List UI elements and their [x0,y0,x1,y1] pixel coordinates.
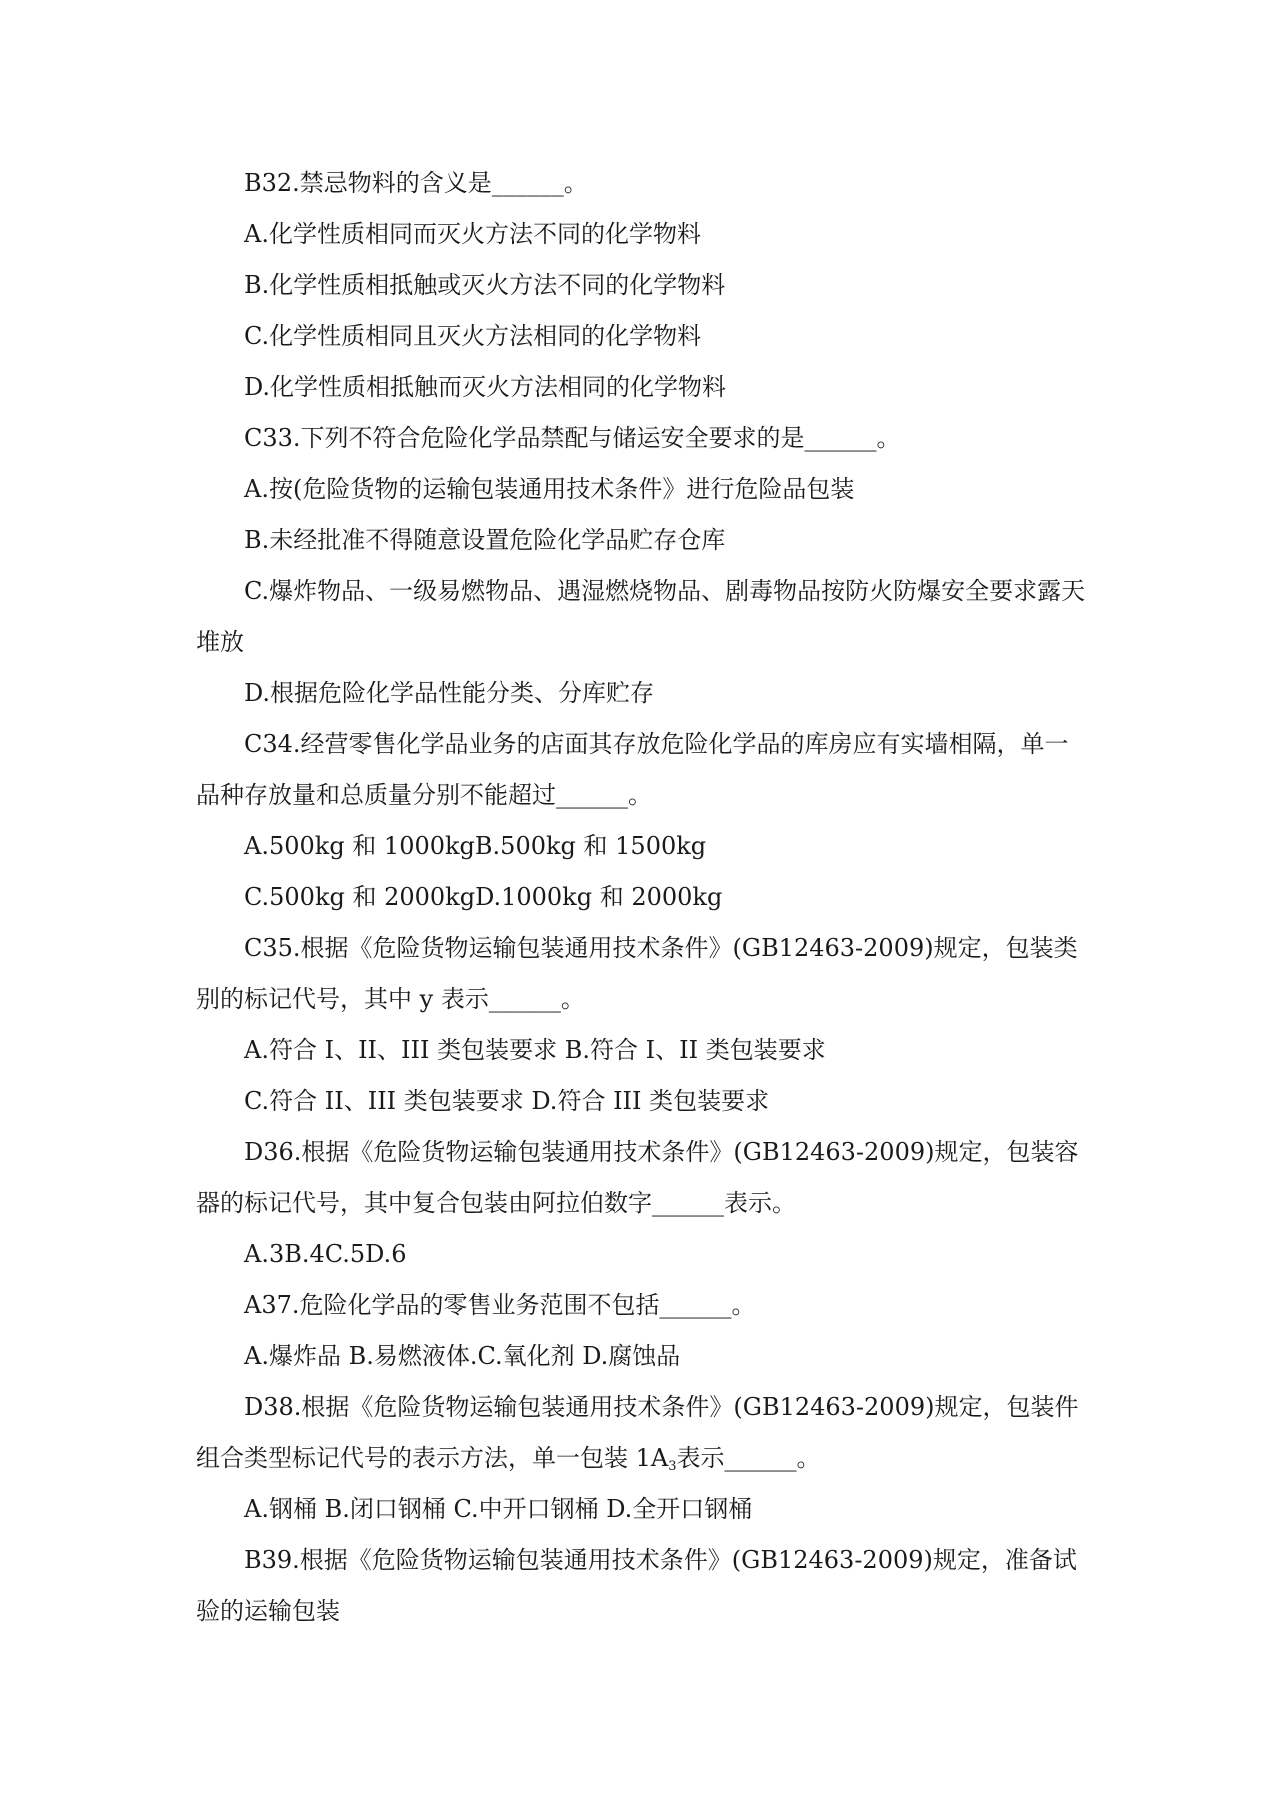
option-b: B.未经批准不得随意设置危险化学品贮存仓库 [244,526,726,554]
question-38 [196,1382,1086,1484]
options-cd: C.符合 II、III 类包装要求 D.符合 III 类包装要求 [244,1087,770,1115]
options-cd: C.500kg 和 2000kgD.1000kg 和 2000kg [244,883,723,911]
options: A.3B.4C.5D.6 [244,1240,407,1268]
option-d: D.化学性质相抵触而灭火方法相同的化学物料 [244,373,727,401]
question-38-tail: 表示______。 [676,1444,821,1472]
options-ab: A.500kg 和 1000kgB.500kg 和 1500kg [244,832,707,860]
options-ab: A.符合 I、II、III 类包装要求 B.符合 I、II 类包装要求 [244,1036,826,1064]
option-b: B.化学性质相抵触或灭火方法不同的化学物料 [244,271,726,299]
question-38-text: D38.根据《危险货物运输包装通用技术条件》(GB12463-2009)规定，包装件组合类型标记代号的表示方法，单一包装 1A [196,1393,1079,1472]
option-d: D.根据危险化学品性能分类、分库贮存 [244,679,655,707]
subscript: 3 [668,1459,677,1474]
question-33: C33.下列不符合危险化学品禁配与储运安全要求的是______。 [244,424,901,452]
option-c: C.化学性质相同且灭火方法相同的化学物料 [244,322,702,350]
option-c: C.爆炸物品、一级易燃物品、遇湿燃烧物品、剧毒物品按防火防爆安全要求露天堆放 [196,577,1086,656]
question-35: C35.根据《危险货物运输包装通用技术条件》(GB12463-2009)规定，包装类别的标记代号，其中 y 表示______。 [196,934,1078,1013]
document-body [196,158,1086,1637]
question-32: B32.禁忌物料的含义是______。 [244,169,588,197]
options: A.爆炸品 B.易燃液体.C.氧化剂 D.腐蚀品 [244,1342,681,1370]
options: A.钢桶 B.闭口钢桶 C.中开口钢桶 D.全开口钢桶 [244,1495,753,1523]
question-36: D36.根据《危险货物运输包装通用技术条件》(GB12463-2009)规定，包装容器的标记代号，其中复合包装由阿拉伯数字______表示。 [196,1138,1079,1217]
option-a: A.按(危险货物的运输包装通用技术条件》进行危险品包装 [244,475,855,503]
question-34: C34.经营零售化学品业务的店面其存放危险化学品的库房应有实墙相隔，单一品种存放量和总质量分别不能超过______。 [196,730,1069,809]
question-37: A37.危险化学品的零售业务范围不包括______。 [244,1291,756,1319]
question-39: B39.根据《危险货物运输包装通用技术条件》(GB12463-2009)规定，准备试验的运输包装 [196,1546,1077,1625]
option-a: A.化学性质相同而灭火方法不同的化学物料 [244,220,701,248]
